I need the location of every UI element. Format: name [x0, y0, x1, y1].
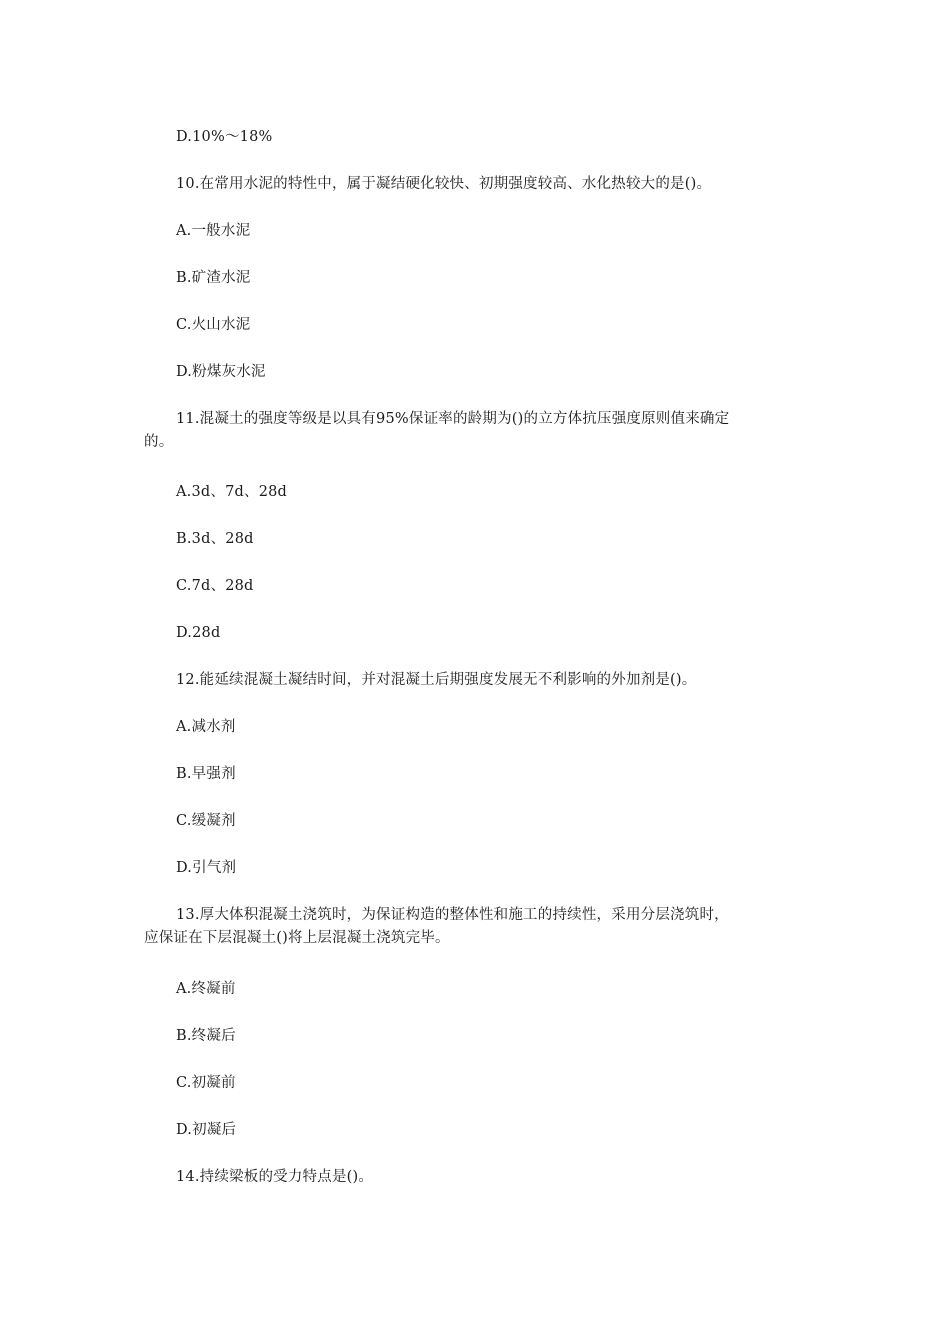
question-11 — [144, 408, 804, 454]
question-12: 12.能延续混凝土凝结时间，并对混凝土后期强度发展无不利影响的外加剂是()。 — [176, 672, 697, 688]
question-14: 14.持续梁板的受力特点是()。 — [176, 1169, 374, 1185]
question-13-line-2: 应保证在下层混凝土()将上层混凝土浇筑完毕。 — [144, 930, 450, 946]
option-10c: C.火山水泥 — [176, 317, 251, 333]
option-13c: C.初凝前 — [176, 1075, 236, 1091]
option-10a: A.一般水泥 — [176, 223, 251, 239]
option-11a: A.3d、7d、28d — [176, 484, 288, 500]
option-10b: B.矿渣水泥 — [176, 270, 251, 286]
question-11-line-1: 11.混凝土的强度等级是以具有95%保证率的龄期为()的立方体抗压强度原则值来确定 — [176, 411, 730, 427]
option-12a: A.减水剂 — [176, 719, 236, 735]
option-10d: D.粉煤灰水泥 — [176, 364, 266, 380]
question-11-line-2: 的。 — [144, 434, 174, 450]
option-12d: D.引气剂 — [176, 860, 237, 876]
option-13b: B.终凝后 — [176, 1028, 236, 1044]
option-12b: B.早强剂 — [176, 766, 236, 782]
question-13 — [144, 904, 804, 950]
option-9d: D.10%～18% — [176, 129, 273, 145]
question-13-line-1: 13.厚大体积混凝土浇筑时，为保证构造的整体性和施工的持续性，采用分层浇筑时， — [176, 907, 729, 923]
option-12c: C.缓凝剂 — [176, 813, 236, 829]
option-13d: D.初凝后 — [176, 1122, 237, 1138]
option-11c: C.7d、28d — [176, 578, 254, 594]
option-11b: B.3d、28d — [176, 531, 254, 547]
question-10: 10.在常用水泥的特性中，属于凝结硬化较快、初期强度较高、水化热较大的是()。 — [176, 176, 712, 192]
option-13a: A.终凝前 — [176, 981, 236, 997]
option-11d: D.28d — [176, 625, 221, 641]
